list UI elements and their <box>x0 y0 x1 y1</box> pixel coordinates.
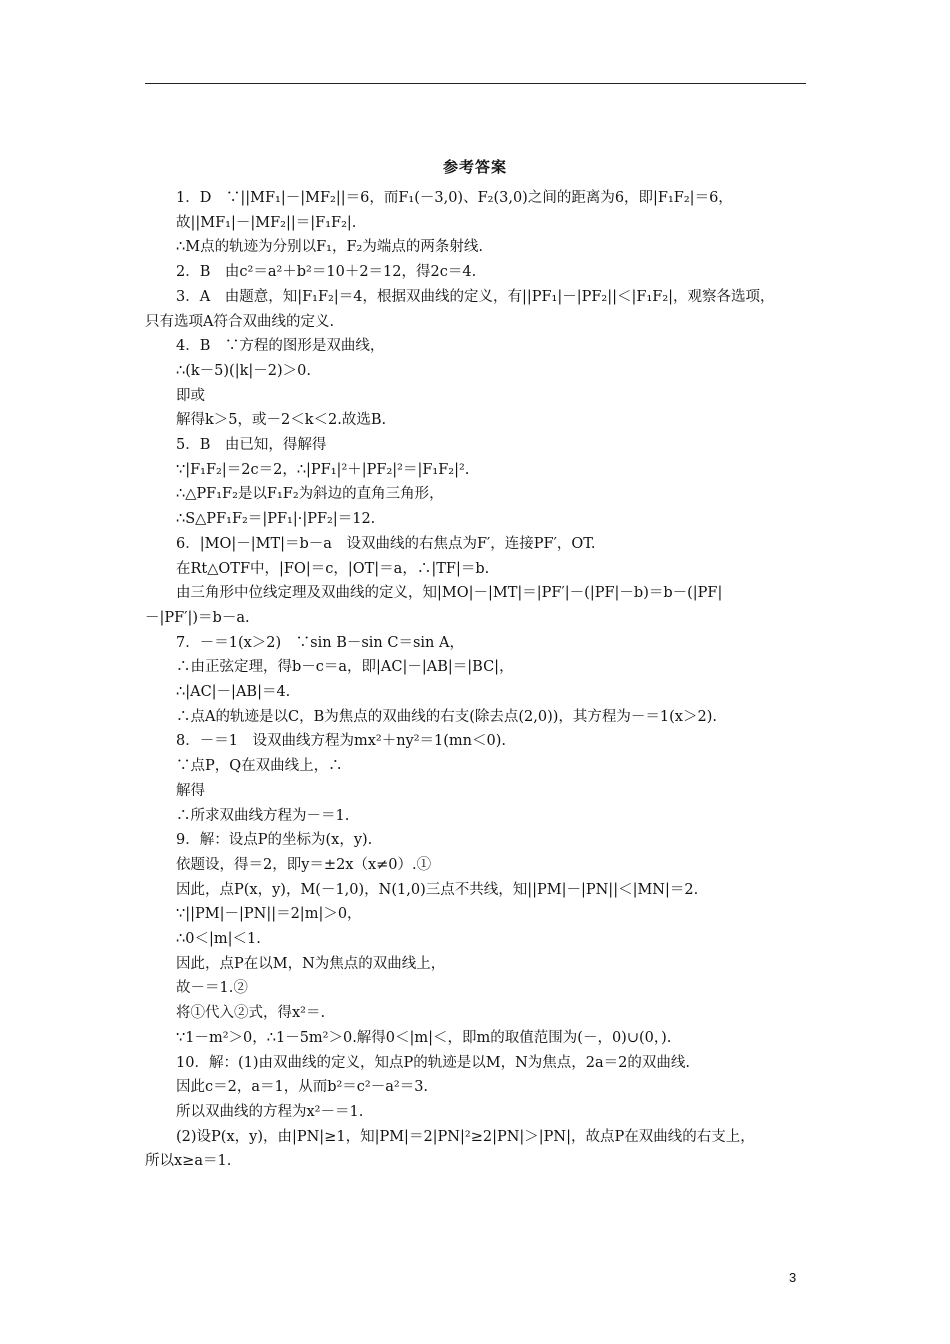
answer-line: ∴△PF₁F₂是以F₁F₂为斜边的直角三角形， <box>176 486 444 503</box>
answer-line: 故－＝1.② <box>176 980 248 997</box>
answer-line: 9．解：设点P的坐标为(x，y). <box>176 832 373 849</box>
answer-line: 7．－＝1(x＞2) ∵sin B－sin C＝sin A， <box>176 634 464 651</box>
answer-line: 3．A 由题意，知|F₁F₂|＝4，根据双曲线的定义，有||PF₁|－|PF₂||＜|F₁F₂|，观察各选项， <box>176 288 775 305</box>
answer-line: 由三角形中位线定理及双曲线的定义，知|MO|－|MT|＝|PF′|－(|PF|－b)＝b－(|PF| <box>176 585 723 602</box>
answer-line: ∴所求双曲线方程为－＝1. <box>176 807 350 824</box>
answer-line: ∵||PM|－|PN||＝2|m|＞0， <box>176 906 362 923</box>
header-rule <box>145 83 806 84</box>
answer-line: 因此，点P(x，y)，M(－1,0)，N(1,0)三点不共线，知||PM|－|PN||＜|MN|＝2. <box>176 881 699 898</box>
answer-line: ∴点A的轨迹是以C，B为焦点的双曲线的右支(除去点(2,0))，其方程为－＝1(x＞2). <box>176 708 717 725</box>
answer-line: 在Rt△OTF中，|FO|＝c，|OT|＝a，∴|TF|＝b. <box>176 560 490 577</box>
answer-line: ∴由正弦定理，得b－c＝a，即|AC|－|AB|＝|BC|， <box>176 659 514 676</box>
answer-line: 解得 <box>176 782 205 799</box>
answer-line: ∴S△PF₁F₂＝|PF₁|·|PF₂|＝12. <box>176 511 376 528</box>
answer-line: 依题设，得＝2，即y＝±2x（x≠0）.① <box>176 856 432 873</box>
answer-line: 10．解：(1)由双曲线的定义，知点P的轨迹是以M，N为焦点，2a＝2的双曲线. <box>176 1054 690 1071</box>
answer-line: ∵1－m²＞0，∴1－5m²＞0.解得0＜|m|＜，即m的取值范围为(－，0)∪(0，). <box>176 1029 672 1046</box>
answer-line: ∴0＜|m|＜1. <box>176 931 261 947</box>
answer-line: ∴M点的轨迹为分别以F₁，F₂为端点的两条射线. <box>176 239 483 256</box>
answer-line: 8．－＝1 设双曲线方程为mx²＋ny²＝1(mn＜0). <box>176 733 506 750</box>
answer-line: ∵点P，Q在双曲线上，∴ <box>176 758 343 775</box>
answer-line: 所以x≥a＝1. <box>145 1153 232 1170</box>
answer-line: 1．D ∵||MF₁|－|MF₂||＝6，而F₁(－3,0)、F₂(3,0)之间的距离为6，即|F₁F₂|＝6， <box>176 190 733 206</box>
answer-line: 只有选项A符合双曲线的定义. <box>145 313 335 330</box>
answer-line: 因此c＝2，a＝1，从而b²＝c²－a²＝3. <box>176 1079 429 1096</box>
answer-line: 2．B 由c²＝a²＋b²＝10＋2＝12，得2c＝4. <box>176 264 477 281</box>
answer-line: 4．B ∵方程的图形是双曲线， <box>176 338 385 355</box>
answer-line: 将①代入②式，得x²＝. <box>176 1005 326 1022</box>
answer-line: 5．B 由已知，得解得 <box>176 437 327 453</box>
answer-line: ∴(k－5)(|k|－2)＞0. <box>176 362 311 379</box>
answer-line: －|PF′|)＝b－a. <box>145 609 250 626</box>
answer-line: (2)设P(x，y)，由|PN|≥1，知|PM|＝2|PN|²≥2|PN|＞|PN|，故点P在双曲线的右支上， <box>176 1128 755 1145</box>
answer-line: 即或 <box>176 387 205 404</box>
page-number: 3 <box>789 1270 797 1285</box>
answer-line: 所以双曲线的方程为x²－＝1. <box>176 1103 364 1120</box>
page-title: 参考答案 <box>442 158 507 176</box>
answer-line: ∴|AC|－|AB|＝4. <box>176 684 291 700</box>
answer-line: 因此，点P在以M，N为焦点的双曲线上， <box>176 955 446 972</box>
answer-line: ∵|F₁F₂|＝2c＝2，∴|PF₁|²＋|PF₂|²＝|F₁F₂|². <box>176 461 470 478</box>
answer-line: 故||MF₁|－|MF₂||＝|F₁F₂|. <box>176 214 357 231</box>
answer-line: 6．|MO|－|MT|＝b－a 设双曲线的右焦点为F′，连接PF′，OT. <box>176 535 596 552</box>
answer-line: 解得k＞5，或－2＜k＜2.故选B. <box>176 412 387 429</box>
